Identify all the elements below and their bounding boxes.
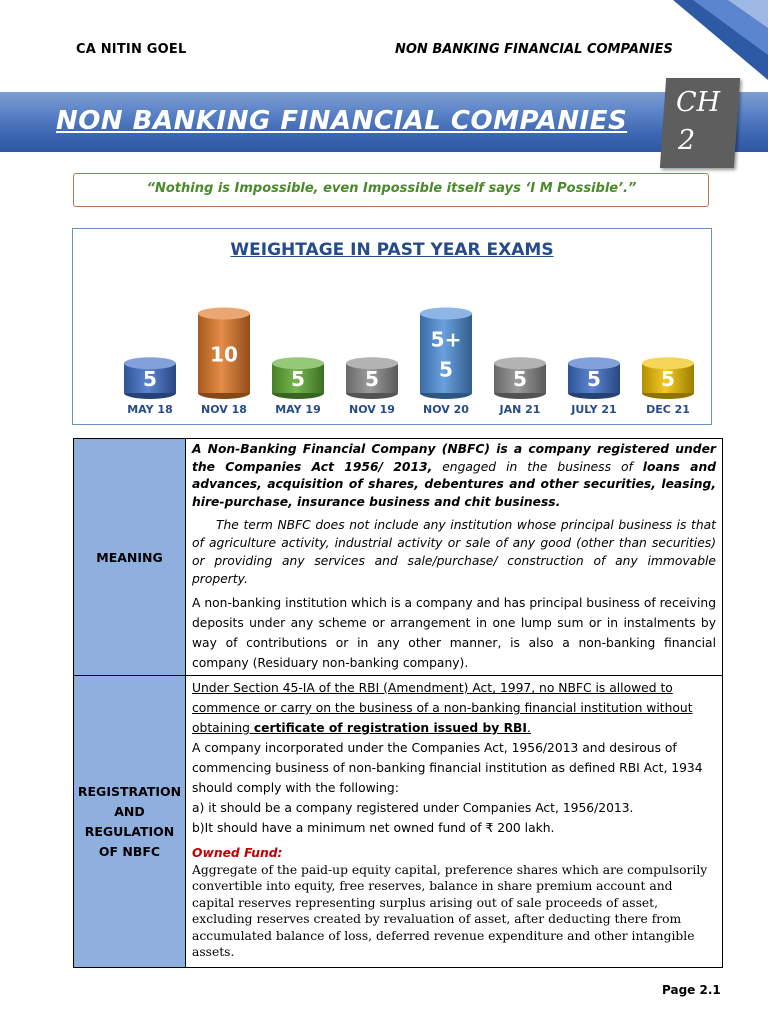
quote-text: “Nothing is Impossible, even Impossible itself says ‘I M Possible’.” — [146, 181, 637, 196]
category-label: JAN 21 — [499, 403, 541, 416]
bar-value-label: 5 — [439, 357, 453, 382]
chapter-prefix: CH — [676, 87, 721, 118]
category-label: MAY 19 — [275, 403, 321, 416]
table-row-meaning — [74, 439, 723, 676]
bar-value-label: 5 — [513, 367, 527, 392]
bar-value-label: 5 — [661, 367, 675, 392]
bar-value-label: 5 — [291, 367, 305, 392]
requirement-b: b)It should have a minimum net owned fund of ₹ 200 lakh. — [192, 821, 555, 835]
page-title: NON BANKING FINANCIAL COMPANIES — [56, 106, 628, 136]
category-label: NOV 20 — [423, 403, 469, 416]
registration-certificate: certificate of registration issued by RBI — [253, 721, 528, 735]
content-table — [73, 438, 723, 968]
row-content-registration — [186, 676, 723, 968]
chapter-label — [676, 84, 736, 160]
table-row-registration — [74, 676, 723, 968]
meaning-residuary: A non-banking institution which is a company and has principal business of receiving deposits under any scheme or arrangement in one lump sum or in instalments by way of contributions or in any other manner, is also a non-banking financial company (Residuary non-banking company). — [192, 596, 716, 670]
chart-title: WEIGHTAGE IN PAST YEAR EXAMS — [230, 240, 554, 260]
header-author: CA NITIN GOEL — [76, 42, 187, 57]
corner-decoration — [673, 0, 768, 80]
meaning-exclusion: The term NBFC does not include any institution whose principal business is that of agriculture activity, industrial activity or sale of any good (other than securities) or providing any services and sale/purchase/ construction of any immovable property. — [192, 518, 716, 586]
row-content-meaning — [186, 439, 723, 676]
bar-value-label: 5 — [143, 367, 157, 392]
owned-fund-definition: Aggregate of the paid-up equity capital, preference shares which are compulsorily convertible into equity, free reserves, balance in share premium account and capital reserves representing surplus arising out of sale proceeds of asset, excluding reserves created by revaluation of asset, after deducting there from accumulated balance of loss, deferred revenue expenditure and other intangible assets. — [192, 863, 708, 960]
bar-value-label: 5 — [365, 367, 379, 392]
meaning-definition-activities: loans and advances, acquisition of shares, debentures and other securities, leasing, hire-purchase, insurance business and chit business. — [192, 459, 717, 509]
category-label: NOV 18 — [201, 403, 247, 416]
header-subject: NON BANKING FINANCIAL COMPANIES — [395, 42, 673, 57]
registration-rule-text: Under Section 45-IA of the RBI (Amendment) Act, 1997, no NBFC is allowed to commence or carry on the business of a non-banking financial institution without obtaining — [192, 681, 693, 735]
meaning-definition-mid: engaged in the business of — [432, 459, 643, 474]
page-number: Page 2.1 — [662, 983, 721, 997]
registration-rule-end: . — [527, 721, 531, 735]
chart-bar — [420, 308, 472, 400]
row-label-meaning: MEANING — [74, 439, 186, 676]
bar-value-label: 10 — [210, 342, 238, 367]
category-label: MAY 18 — [127, 403, 173, 416]
owned-fund-heading: Owned Fund: — [192, 846, 283, 860]
meaning-definition-lead: A Non-Banking Financial Company (NBFC) is a company registered under the Companies Act 1956/ 2013, — [192, 442, 716, 474]
meaning-definition — [192, 441, 716, 511]
label-line: REGULATION — [84, 823, 175, 839]
requirement-a: a) it should be a company registered under Companies Act, 1956/2013. — [192, 801, 634, 815]
bar-value-label: 5+ — [430, 327, 462, 352]
label-line: OF NBFC — [98, 843, 161, 859]
label-line: AND — [114, 803, 145, 819]
label-line: REGISTRATION — [77, 783, 182, 799]
category-label: JULY 21 — [571, 403, 617, 416]
category-label: DEC 21 — [646, 403, 690, 416]
chapter-number: 2 — [678, 125, 696, 156]
registration-rule — [192, 678, 716, 738]
registration-requirements: A company incorporated under the Companies Act, 1956/2013 and desirous of commencing business of non-banking financial institution as defined RBI Act, 1934 should comply with the following: — [192, 741, 703, 795]
exam-weightage-chart — [72, 228, 712, 425]
category-label: NOV 19 — [349, 403, 395, 416]
bar-value-label: 5 — [587, 367, 601, 392]
row-label-registration — [74, 676, 186, 968]
